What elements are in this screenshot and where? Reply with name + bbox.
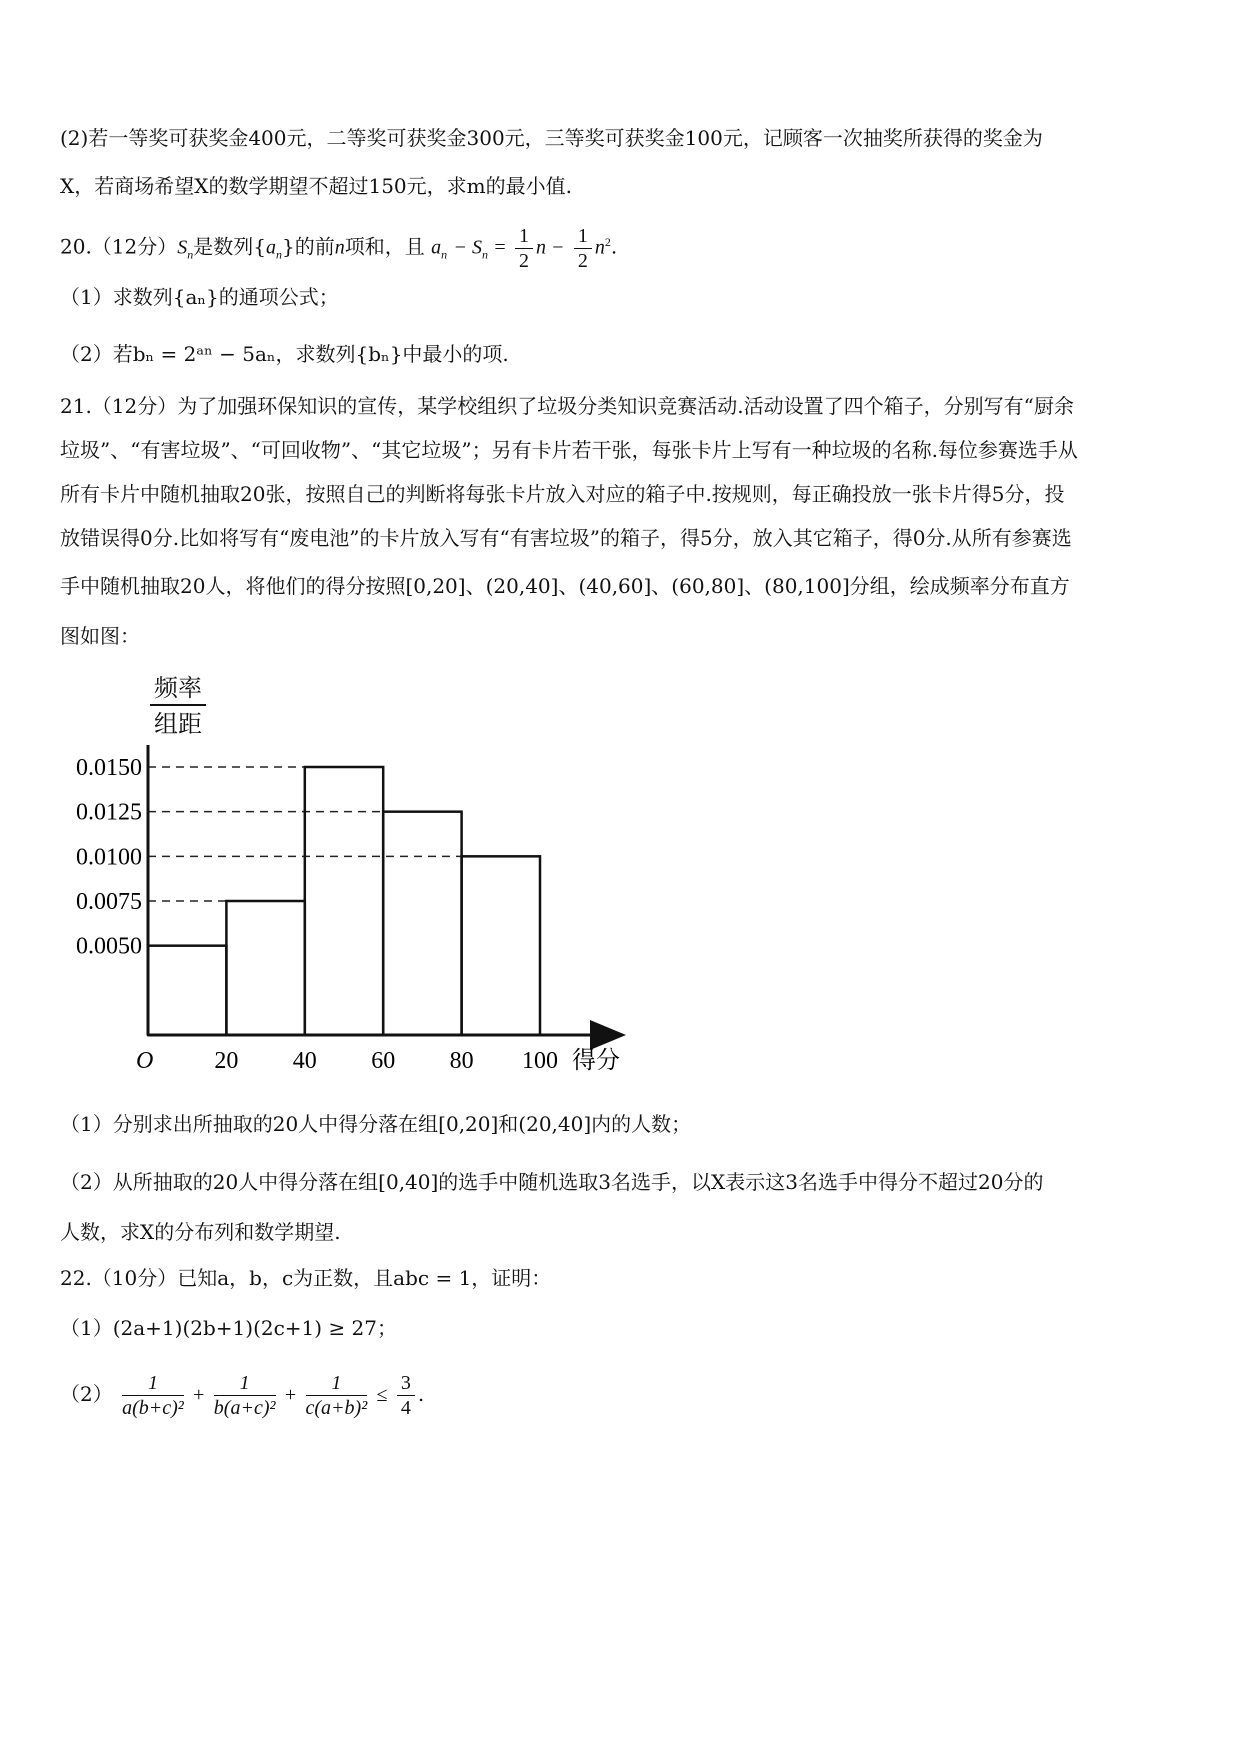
q20-half-2: $\frac{1}{2}$ [574,224,592,273]
histogram-bar [226,901,304,1035]
y-tick-label: 0.0050 [76,933,142,960]
q22-part1: （1）(2a+1)(2b+1)(2c+1) ≥ 27； [60,1316,398,1340]
y-tick-label: 0.0100 [76,844,142,871]
q21-line5: 手中随机抽取20人，将他们的得分按照[0,20]、(20,40]、(40,60]、(60,80]、(80,100]分组，绘成频率分布直方 [60,574,1070,598]
q20-text3: 项和，且 [344,234,425,259]
q22-part2-label: （2） [60,1382,113,1406]
q20-n2: n [594,236,605,259]
q20-minus-S: − S [453,236,482,259]
leq-sign: ≤ [376,1384,388,1406]
x-tick-label: 20 [214,1048,239,1074]
q20-part1: （1）求数列{aₙ}的通项公式； [60,285,339,309]
q21-line1: 21.（12分）为了加强环保知识的宣传，某学校组织了垃圾分类知识竞赛活动.活动设置了四个箱子，分别写有“厨余 [60,394,1074,418]
x-tick-label: 80 [449,1048,474,1074]
frequency-histogram [60,745,700,1135]
q21-sub1: （1）分别求出所抽取的20人中得分落在组[0,20]和(20,40]内的人数； [60,1112,692,1136]
q20-part2: （2）若bₙ = 2ᵃⁿ − 5aₙ，求数列{bₙ}中最小的项. [60,342,509,366]
histogram-bar [383,812,461,1035]
histogram-bar [462,856,540,1035]
y-axis-label [150,672,206,740]
q20-text1: 是数列{ [193,234,266,259]
q20-S: S [177,236,188,259]
q20-text2: }的前 [282,234,335,259]
x-tick-label: 60 [371,1048,396,1074]
plus-sign: + [193,1384,205,1406]
q21-sub2-line1: （2）从所抽取的20人中得分落在组[0,40]的选手中随机选取3名选手，以X表示这3名选手中得分不超过20分的 [60,1170,1044,1194]
q22-frac-2: $\frac{1}{\text{b(a+c)²}}$ [213,1372,276,1419]
q20-n: n [334,236,345,259]
y-tick-label: 0.0125 [76,799,142,826]
q20-n-minus: n − [535,236,565,259]
q21-line6: 图如图： [60,624,140,648]
q21-line4: 放错误得0分.比如将写有“废电池”的卡片放入写有“有害垃圾”的箱子，得5分，放入其它箱子，得0分.从所有参赛选 [60,526,1072,550]
q20-equals: = [494,236,506,259]
q22-frac-3: $\frac{1}{\text{c(a+b)²}}$ [305,1372,368,1419]
period: . [417,1382,425,1406]
q20-half-1: $\frac{1}{2}$ [515,224,533,273]
x-tick-label: 40 [292,1048,317,1074]
plus-sign: + [284,1384,297,1406]
y-axis-label-bottom: 组距 [154,710,202,738]
q22-frac-result: $\frac{3}{4}$ [397,1371,415,1420]
q20-an: a [431,236,442,259]
q21-line2: 垃圾”、“有害垃圾”、“可回收物”、“其它垃圾”；另有卡片若干张，每张卡片上写有一种垃圾的名称.每位参赛选手从 [60,438,1078,462]
q21-sub2-line2: 人数，求X的分布列和数学期望. [60,1220,341,1244]
histogram-bar [305,767,383,1035]
q20-period: . [610,234,618,259]
y-tick-label: 0.0150 [76,755,142,781]
q20-number: 20.（12分） [60,234,178,259]
y-tick-label: 0.0075 [76,889,142,915]
origin-label: O [136,1048,154,1074]
q19-part2-line2: X，若商场希望X的数学期望不超过150元，求m的最小值. [60,174,572,198]
q20-a: a [266,236,276,259]
q20-header: 20.（12分）$S_n$是数列$\{a_n\}$的前n项和，且 $a_n - S_n$ = $\frac{1}{2}$ n − $\frac{1}{2}$ $n^2$. [60,224,618,272]
histogram-bar [148,946,226,1035]
x-axis-label: 得分 [572,1046,620,1074]
q19-part2-line1: (2)若一等奖可获奖金400元，二等奖可获奖金300元，三等奖可获奖金100元，记顾客一次抽奖所获得的奖金为 [60,126,1043,150]
x-tick-label: 100 [522,1048,558,1074]
q21-line3: 所有卡片中随机抽取20张，按照自己的判断将每张卡片放入对应的箱子中.按规则，每正确投放一张卡片得5分，投 [60,482,1065,506]
q22-frac-1: $\frac{1}{\text{a(b+c)²}}$ [122,1372,184,1419]
q22-header: 22.（10分）已知a，b，c为正数，且abc = 1，证明： [60,1266,552,1290]
q22-part2 [60,1368,424,1421]
y-axis-label-top: 频率 [150,672,206,706]
